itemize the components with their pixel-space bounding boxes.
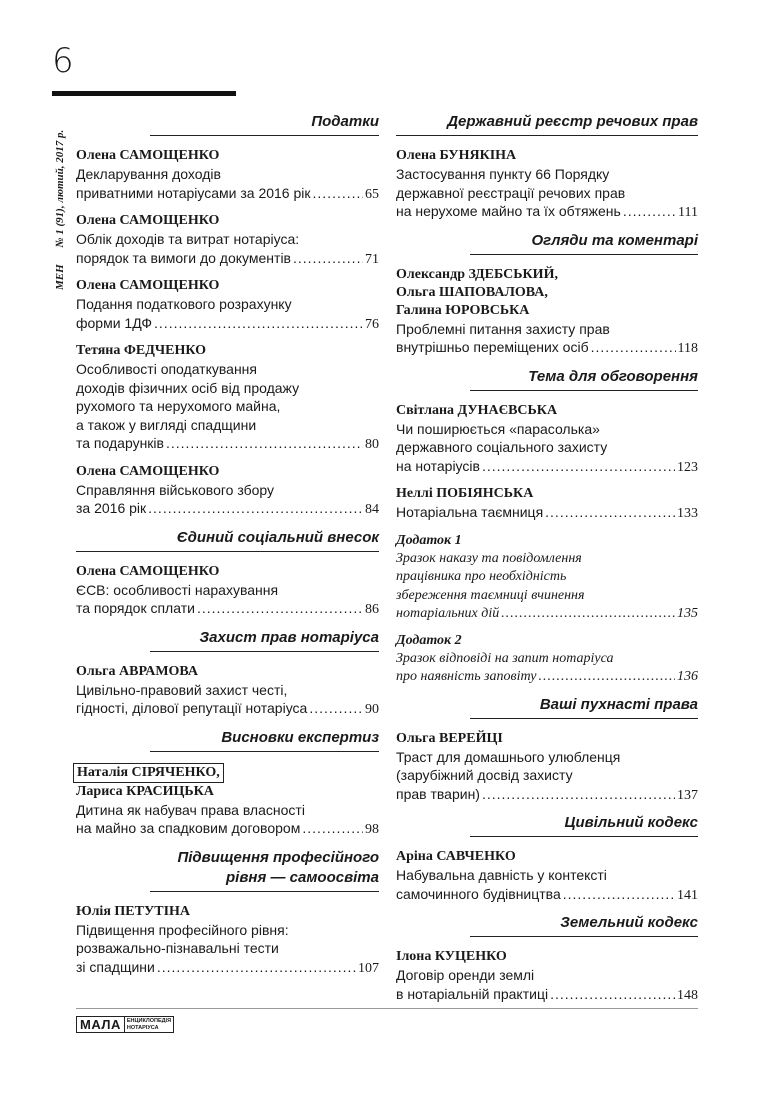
article-title-last-line [396, 457, 698, 478]
author-name [76, 463, 379, 481]
toc-entry[interactable] [396, 147, 698, 223]
author-name-text: Олександр ЗДЕБСЬКИЙ, [396, 266, 558, 282]
page-ref: 98 [365, 822, 379, 837]
author-name [396, 948, 698, 966]
section-heading: Єдиний соціальний внесок [76, 528, 379, 552]
issue-info: № 1 (91), лютий, 2017 р. [54, 129, 66, 248]
toc-entry[interactable] [76, 763, 379, 840]
dot-leader [197, 599, 363, 618]
article-title-line: Зразок відповіді на запит нотаріуса [396, 650, 614, 666]
toc-entry[interactable] [396, 402, 698, 478]
article-title-line: збереження таємниці вчинення [396, 587, 585, 603]
dot-leader [563, 885, 675, 904]
author-name-text: Світлана ДУНАЄВСЬКА [396, 402, 558, 418]
article-title-last-line [76, 249, 379, 270]
author-name-text: Юлія ПЕТУТІНА [76, 903, 191, 919]
dot-leader [501, 605, 675, 624]
article-title-last-line [76, 434, 379, 455]
page-ref: 133 [677, 506, 698, 521]
article-title-text: за 2016 рік [76, 500, 147, 516]
article-title-text: самочинного будівництва [396, 885, 561, 902]
author-name [76, 663, 379, 681]
article-title-line: Зразок наказу та повідомлення [396, 550, 582, 566]
dot-leader [309, 699, 363, 718]
author-name-text: Олена САМОЩЕНКО [76, 148, 220, 163]
article-title-line: Особливості оподаткування [76, 361, 257, 377]
page-ref: 123 [677, 459, 698, 475]
section-heading: Державний реєстр речових прав [396, 112, 698, 136]
toc-section [76, 628, 379, 720]
author-name-text: Аріна САВЧЕНКО [396, 849, 516, 864]
dot-leader [623, 202, 676, 221]
page-ref: 71 [365, 251, 379, 267]
toc-entry[interactable] [76, 903, 379, 979]
article-title-last-line [76, 958, 379, 979]
dot-leader [482, 457, 675, 476]
toc-entry[interactable] [396, 266, 698, 359]
section-heading: Земельний кодекс [470, 913, 698, 937]
dot-leader [538, 668, 675, 687]
article-title-line: Подання податкового розрахунку [76, 296, 292, 312]
author-name [76, 563, 379, 581]
page-ref: 65 [365, 186, 379, 202]
article-title-last-line [76, 599, 379, 620]
section-heading: Висновки експертиз [150, 728, 379, 752]
toc-section [396, 913, 698, 1005]
journal-issue-vertical [54, 116, 66, 290]
author-name [76, 277, 379, 295]
page-ref: 148 [677, 987, 698, 1003]
page-ref: 136 [677, 669, 698, 684]
article-title-line: Облік доходів та витрат нотаріуса: [76, 231, 300, 247]
article-title-line: Набувальна давність у контексті [396, 867, 607, 883]
section-heading: Огляди та коментарі [470, 231, 698, 255]
toc-section [396, 695, 698, 806]
page-ref: 84 [365, 502, 379, 517]
article-title-text: про наявність заповіту [396, 669, 537, 684]
article-title-line: Застосування пункту 66 Порядку [396, 166, 610, 182]
header-bar [52, 91, 236, 96]
article-title-line: а також у вигляді спадщини [76, 416, 257, 433]
article-title-text: гідності, ділової репутації нотаріуса [76, 700, 308, 716]
dot-leader [166, 434, 363, 453]
author-name [396, 302, 698, 320]
article-title-last-line [396, 605, 698, 624]
toc-section [396, 112, 698, 223]
author-name-text: Олена САМОЩЕНКО [76, 563, 220, 579]
article-title-last-line [76, 699, 379, 720]
article-title-text: прав тварин) [396, 785, 480, 802]
article-title-line: Цивільно-правовий захист честі, [76, 681, 288, 698]
footer-rule [76, 1008, 698, 1009]
article-title-last-line [396, 668, 698, 687]
author-name-text: Неллі ПОБІЯНСЬКА [396, 486, 534, 501]
article-title-last-line [76, 314, 379, 335]
toc-section [76, 848, 379, 979]
article-title-last-line [396, 785, 698, 806]
section-heading-line: Підвищення професійного [177, 848, 379, 866]
dot-leader [313, 184, 363, 203]
article-title-line: Чи поширюється «парасолька» [396, 420, 600, 437]
section-heading: Ваші пухнасті права [470, 695, 698, 719]
article-title-line: Договір оренди землі [396, 967, 535, 983]
toc-section [396, 367, 698, 687]
publisher-logo [76, 1016, 174, 1033]
article-title-text: приватними нотаріусами за 2016 рік [76, 184, 311, 201]
article-title-last-line [76, 499, 379, 520]
author-name-text: Галина ЮРОВСЬКА [396, 302, 530, 318]
page-number: 6 [52, 41, 74, 81]
appendix-label: Додаток 2 [396, 632, 462, 648]
dot-leader [148, 499, 363, 518]
article-title-last-line [76, 819, 379, 840]
author-name-text: Лариса КРАСИЦЬКА [76, 783, 214, 799]
toc-entry[interactable] [396, 532, 698, 624]
toc-entry[interactable] [76, 463, 379, 520]
page-ref: 118 [677, 341, 698, 356]
toc-entry[interactable] [396, 948, 698, 1005]
dot-leader [545, 503, 675, 522]
dot-leader [293, 249, 363, 268]
article-title-line: Проблемні питання захисту прав [396, 320, 610, 337]
article-title-text: порядок та вимоги до документів [76, 249, 291, 266]
article-title-last-line [396, 985, 698, 1006]
page-ref: 80 [365, 437, 379, 452]
author-name [76, 342, 379, 360]
author-name [396, 848, 698, 866]
author-name [396, 730, 698, 748]
article-title-line: (зарубіжний досвід захисту [396, 767, 573, 783]
article-title-text: внутрішньо переміщених осіб [396, 339, 589, 355]
article-title-text: на майно за спадковим договором [76, 820, 301, 836]
author-name-text: Олена БУНЯКІНА [396, 148, 517, 163]
toc-section [76, 728, 379, 840]
page-ref: 90 [365, 702, 379, 717]
article-title-text: зі спадщини [76, 958, 155, 975]
article-title-text: форми 1ДФ [76, 314, 153, 331]
appendix-label: Додаток 1 [396, 532, 462, 548]
logo-subtitle-line-1: ЕНЦИКЛОПЕДІЯ [126, 1018, 172, 1024]
author-name-text: Олена САМОЩЕНКО [76, 463, 220, 479]
author-name-text: Наталія СІРЯЧЕНКО, [73, 763, 224, 783]
article-title-line: державної реєстрації речових прав [396, 184, 626, 201]
article-title-line: Траст для домашнього улюбленця [396, 748, 621, 765]
article-title-last-line [396, 338, 698, 359]
page-ref: 137 [677, 787, 698, 803]
toc-entry[interactable] [76, 277, 379, 334]
toc-entry[interactable] [76, 212, 379, 269]
article-title-line: ЄСВ: особливості нарахування [76, 581, 279, 598]
author-name-text: Ольга ВЕРЕЙЦІ [396, 730, 503, 746]
journal-abbrev: МЕН [54, 264, 66, 290]
article-title-line: працівника про необхідність [396, 569, 567, 584]
article-title-line: розважально-пізнавальні тести [76, 940, 279, 956]
dot-leader [154, 314, 363, 333]
author-name [76, 147, 379, 165]
article-title-last-line [76, 184, 379, 205]
toc-section [76, 528, 379, 620]
author-name-text: Тетяна ФЕДЧЕНКО [76, 343, 207, 358]
page-ref: 86 [365, 602, 379, 617]
toc-entry[interactable] [396, 848, 698, 905]
toc-section [76, 112, 379, 520]
author-name [396, 402, 698, 420]
author-name-text: Ілона КУЦЕНКО [396, 949, 507, 964]
article-title-line: Підвищення професійного рівня: [76, 921, 289, 938]
logo-subtitle-line-2: НОТАРІУСА [126, 1025, 159, 1031]
section-heading-line: рівня — самоосвіта [226, 868, 379, 886]
article-title-line: Справляння військового збору [76, 481, 275, 498]
article-title-line: Дитина як набувач права власності [76, 801, 305, 818]
author-name-text: Олена САМОЩЕНКО [76, 213, 220, 228]
article-title-text: та порядок сплати [76, 600, 195, 616]
dot-leader [302, 819, 363, 838]
page-ref: 141 [677, 887, 698, 903]
article-title-line: доходів фізичних осіб від продажу [76, 379, 300, 396]
article-title-last-line [396, 885, 698, 906]
toc-entry[interactable] [76, 663, 379, 720]
article-title-text: нотаріальних дій [396, 606, 500, 621]
author-name-text: Олена САМОЩЕНКО [76, 278, 220, 293]
author-name [76, 212, 379, 230]
page-ref: 135 [677, 606, 698, 621]
toc-entry[interactable] [396, 485, 698, 524]
author-name [76, 783, 379, 801]
author-name-text: Ольга ШАПОВАЛОВА, [396, 284, 548, 300]
toc-entry[interactable] [76, 342, 379, 455]
article-title-text: на нотаріусів [396, 457, 480, 474]
author-name [76, 903, 379, 921]
page-ref: 111 [678, 205, 698, 220]
toc-entry[interactable] [396, 632, 698, 687]
toc-entry[interactable] [76, 563, 379, 620]
article-title-line: державного соціального захисту [396, 439, 608, 455]
section-heading: Податки [150, 112, 379, 136]
author-name [76, 763, 379, 783]
section-heading [150, 848, 379, 892]
logo-subtitle [125, 1017, 173, 1032]
article-title-last-line [396, 503, 698, 524]
author-name [396, 485, 698, 503]
toc-right-column [396, 112, 698, 1013]
page-ref: 76 [365, 316, 379, 332]
author-name-text: Ольга АВРАМОВА [76, 663, 198, 679]
logo-main-word: МАЛА [77, 1017, 125, 1032]
toc-section [396, 813, 698, 905]
dot-leader [157, 958, 356, 977]
article-title-text: на нерухоме майно та їх обтяжень [396, 203, 621, 219]
article-title-line: рухомого та нерухомого майна, [76, 398, 281, 414]
article-title-last-line [396, 202, 698, 223]
section-heading: Захист прав нотаріуса [150, 628, 379, 652]
section-heading: Тема для обговорення [470, 367, 698, 391]
toc-entry[interactable] [76, 147, 379, 204]
toc-section [396, 231, 698, 359]
dot-leader [550, 985, 675, 1004]
article-title-text: та подарунків [76, 435, 164, 451]
section-heading: Цивільний кодекс [470, 813, 698, 837]
author-name [396, 266, 698, 284]
dot-leader [591, 338, 676, 357]
article-title-line: Декларування доходів [76, 166, 221, 182]
author-name [396, 147, 698, 165]
page-ref: 107 [358, 960, 379, 976]
article-title-text: в нотаріальній практиці [396, 985, 549, 1002]
dot-leader [482, 785, 675, 804]
toc-entry[interactable] [396, 730, 698, 806]
article-title-text: Нотаріальна таємниця [396, 504, 544, 520]
author-name [396, 284, 698, 302]
toc-left-column [76, 112, 379, 986]
